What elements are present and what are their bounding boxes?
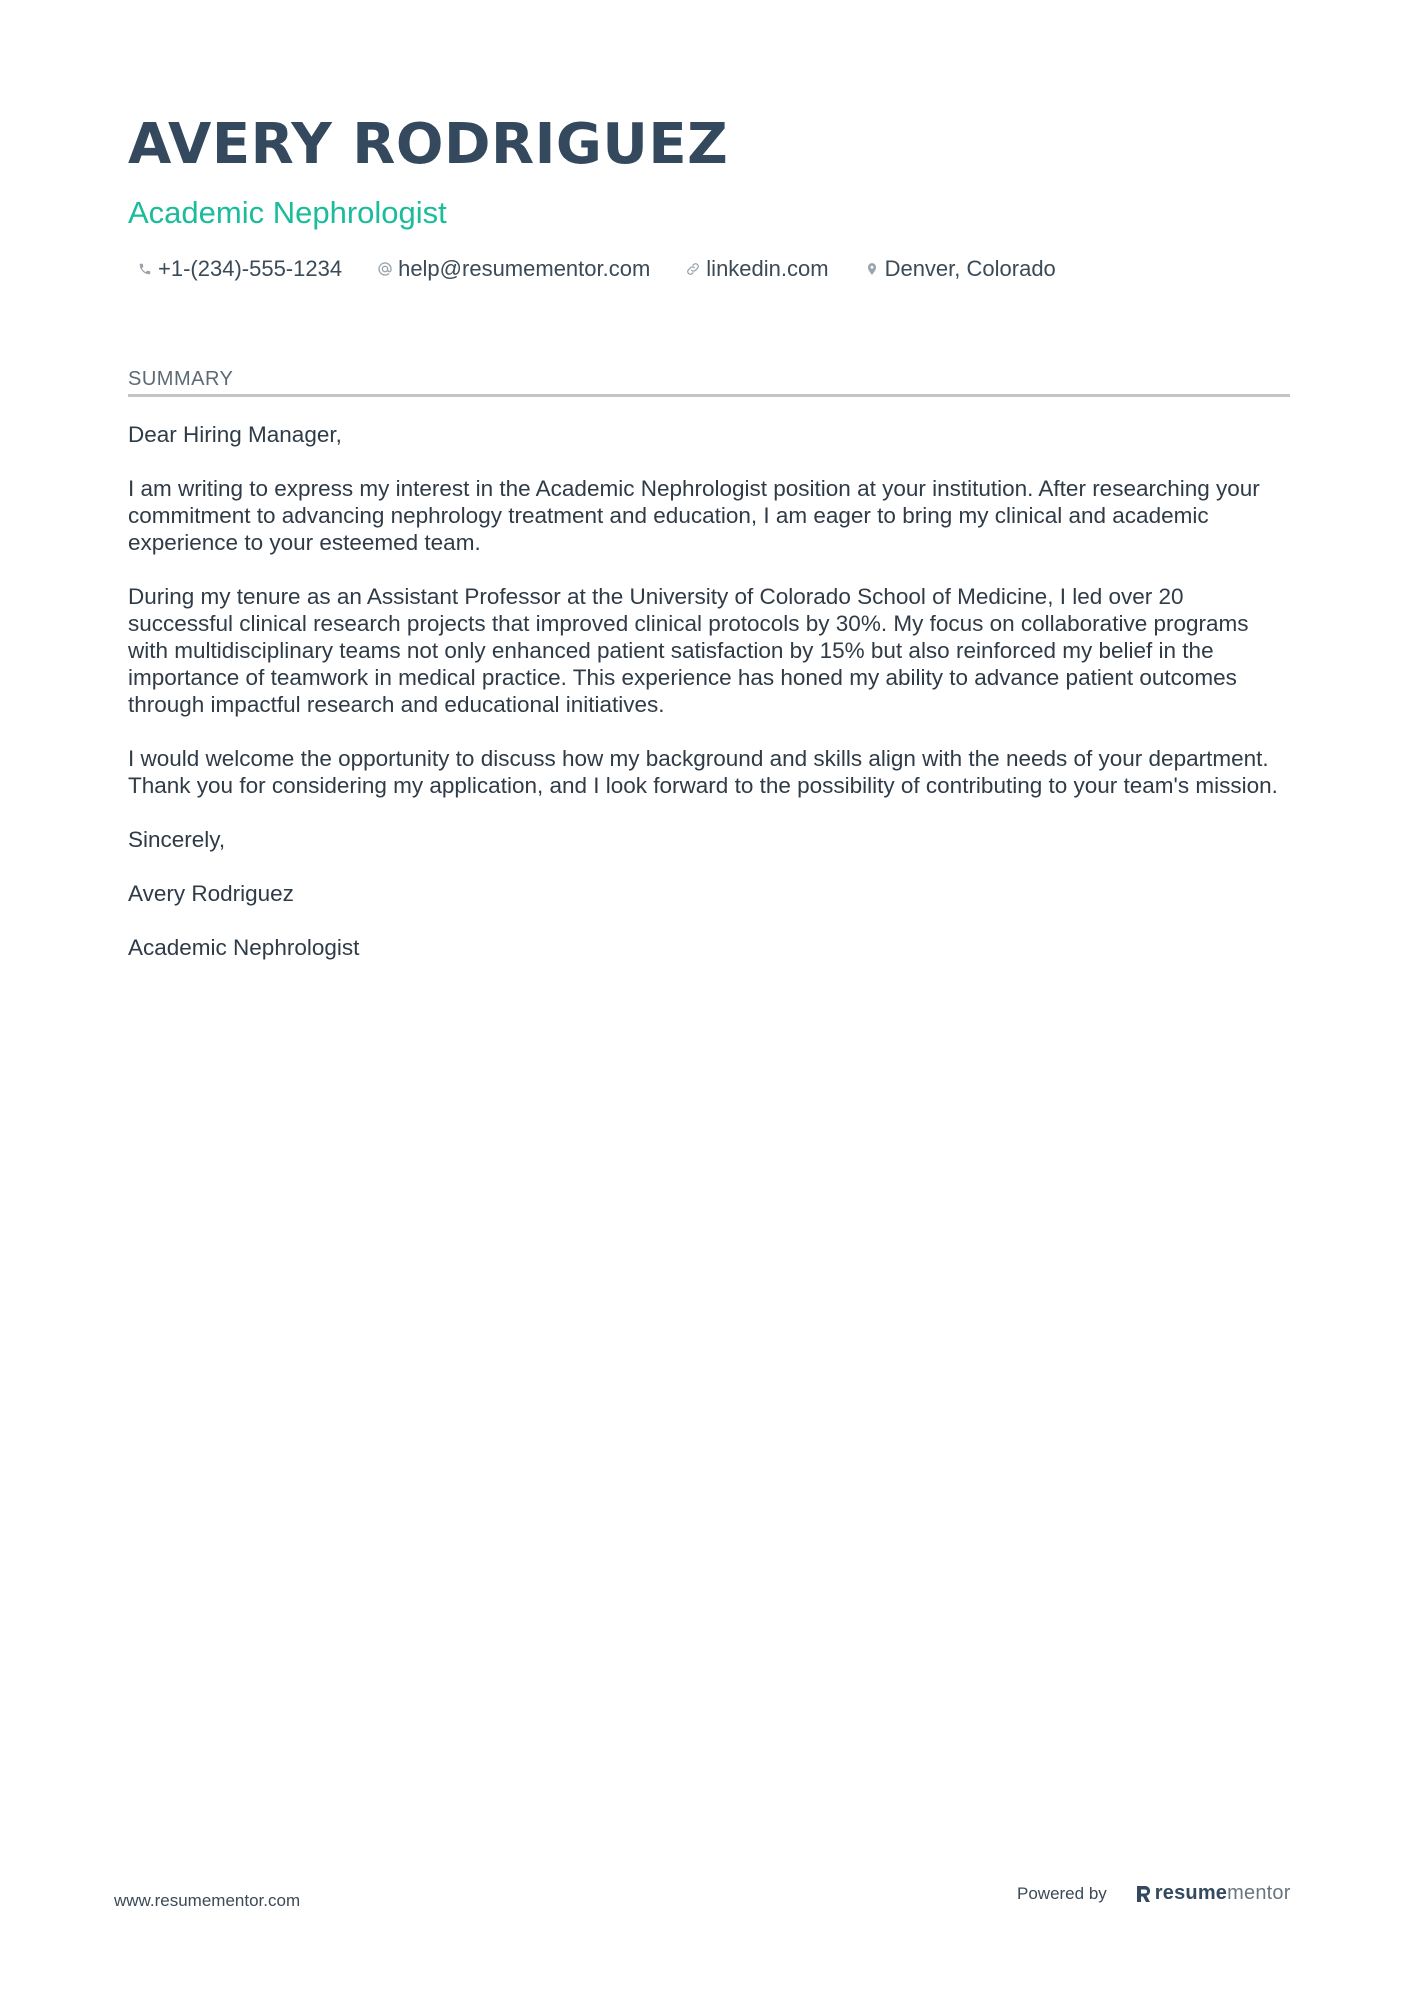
brand-name-bold: resume <box>1154 1882 1228 1904</box>
letter-greeting: Dear Hiring Manager, <box>128 422 342 447</box>
section-title-summary: SUMMARY <box>128 366 1290 397</box>
at-icon <box>376 260 394 278</box>
contact-location-text: Denver, Colorado <box>884 256 1056 281</box>
brand-name-light: mentor <box>1227 1882 1291 1904</box>
contact-email[interactable] <box>368 256 650 282</box>
location-icon <box>863 260 881 278</box>
link-icon <box>684 260 702 278</box>
footer-branding <box>1017 1882 1291 1905</box>
contact-phone-text: +1-(234)-555-1234 <box>158 256 343 281</box>
contact-email-text: help@resumementor.com <box>398 256 651 281</box>
signature-title: Academic Nephrologist <box>128 935 360 960</box>
footer-website-link[interactable]: www.resumementor.com <box>114 1891 301 1910</box>
letter-body <box>128 421 1290 961</box>
candidate-name: AVERY RODRIGUEZ <box>128 112 729 177</box>
contact-linkedin-text: linkedin.com <box>706 256 829 281</box>
contact-location <box>855 256 1056 282</box>
brand-mark-icon <box>1135 1884 1151 1904</box>
contact-phone[interactable] <box>128 256 342 282</box>
letter-paragraph: I would welcome the opportunity to discuss how my background and skills align with the needs of your department. Thank you for considering my application, and I look forward to the possibility of contributing to your team's mission. <box>128 746 1278 798</box>
contact-bar <box>128 254 1290 284</box>
letter-paragraph: I am writing to express my interest in the Academic Nephrologist position at your institution. After researching your commitment to advancing nephrology treatment and education, I am eager to bring my clinical and academic experience to your esteemed team. <box>128 476 1260 555</box>
signature-name: Avery Rodriguez <box>128 881 294 906</box>
cover-letter-page <box>128 112 1290 988</box>
brand-logo[interactable] <box>1135 1882 1291 1905</box>
contact-linkedin[interactable] <box>676 256 828 282</box>
letter-closing: Sincerely, <box>128 827 226 852</box>
powered-by-label: Powered by <box>1017 1883 1107 1903</box>
candidate-role: Academic Nephrologist <box>128 195 447 230</box>
letter-paragraph: During my tenure as an Assistant Professor at the University of Colorado School of Medicine, I led over 20 successful clinical research projects that improved clinical protocols by 30%. My focus on collaborative programs with multidisciplinary teams not only enhanced patient satisfaction by 15% but also reinforced my belief in the importance of teamwork in medical practice. This experience has honed my ability to advance patient outcomes through impactful research and educational initiatives. <box>128 584 1249 717</box>
phone-icon <box>136 260 154 278</box>
